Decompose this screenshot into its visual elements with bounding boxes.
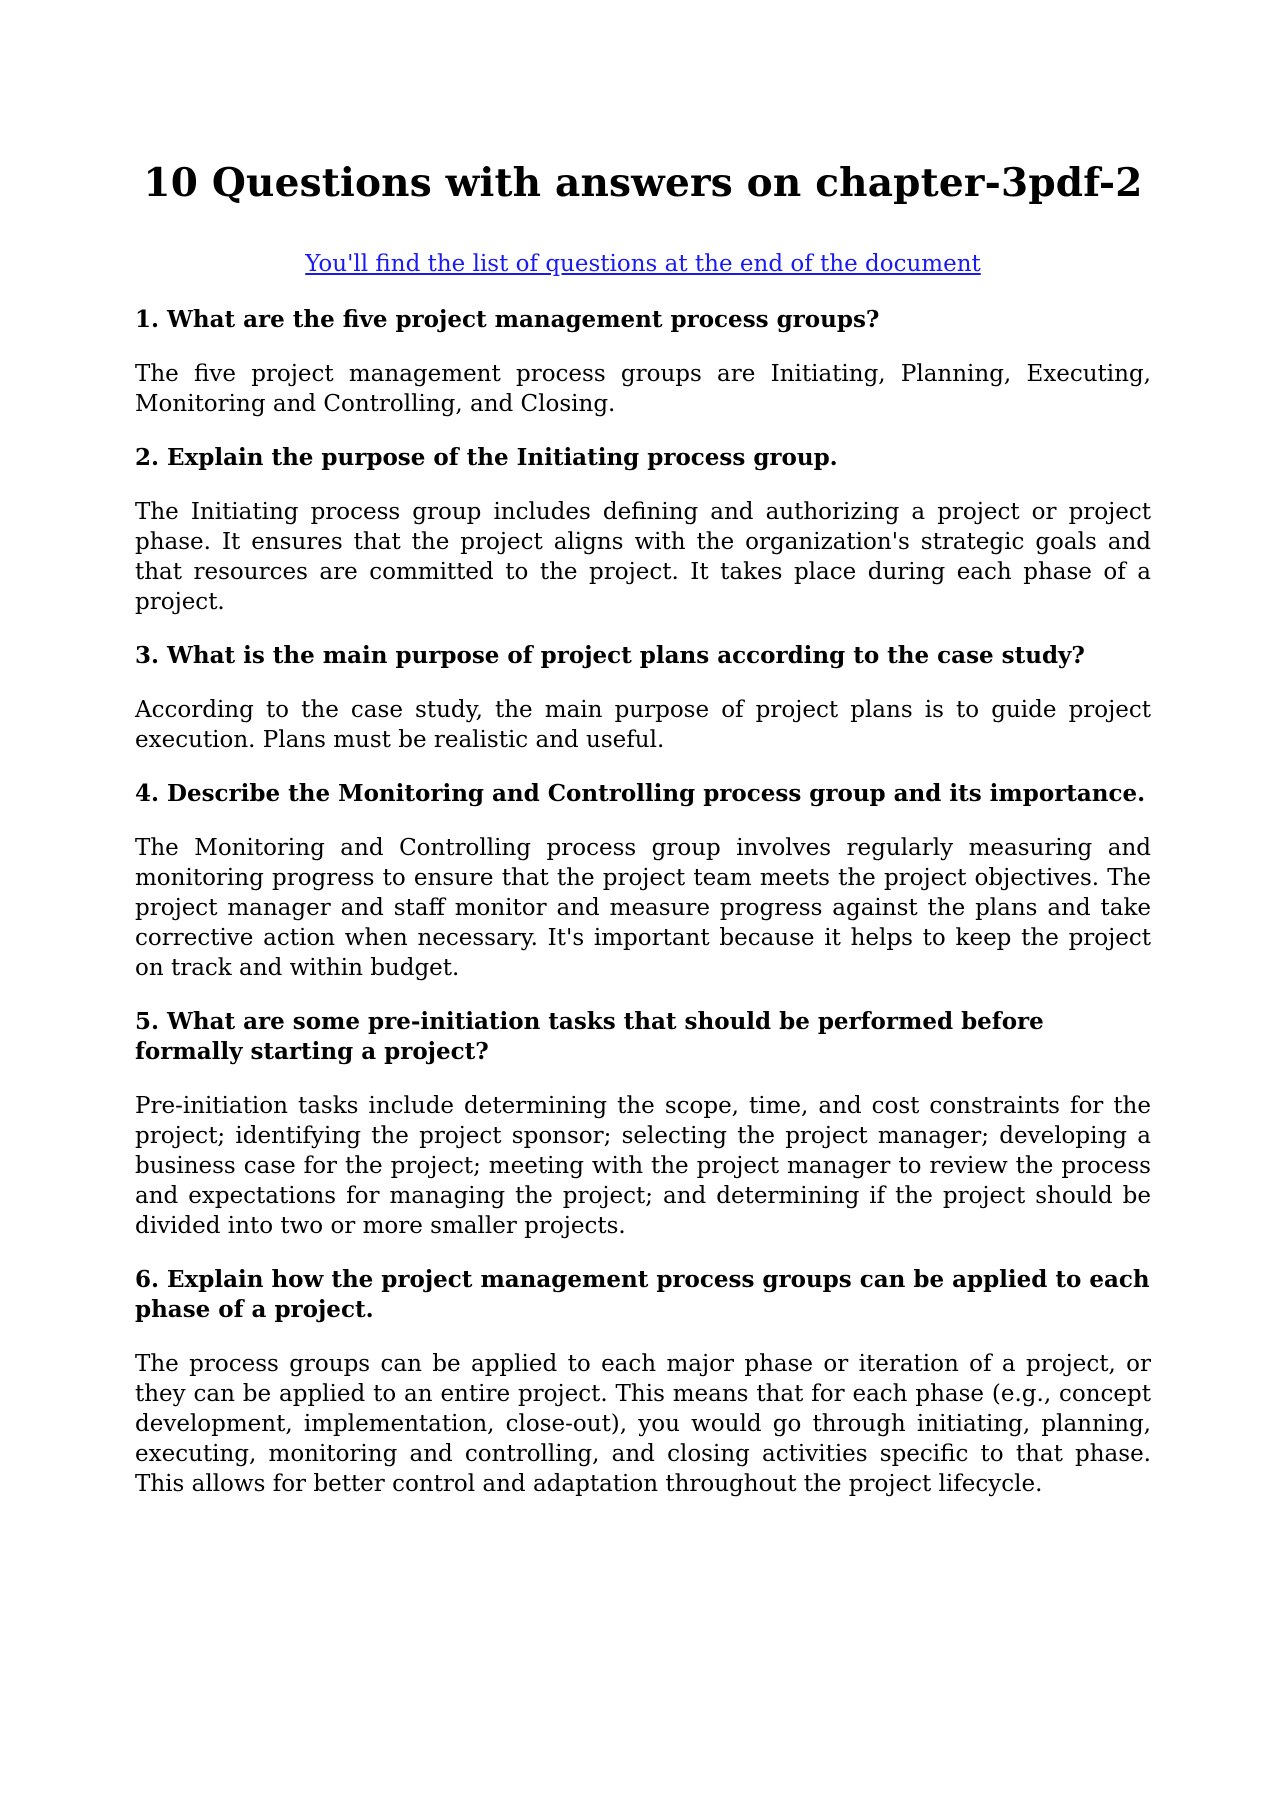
answer-6: The process groups can be applied to each major phase or iteration of a project, or they can be applied to an entire project. This means that for each phase (e.g., concept development, implementation, close-out), you would go through initiating, planning, executing, monitoring and controlling, and closing activities specific to that phase. This allows for better control and adaptation throughout the project lifecycle. xyxy=(135,1351,1151,1497)
document-page xyxy=(135,160,1151,1499)
question-4: 4. Describe the Monitoring and Controlling process group and its importance. xyxy=(135,780,1146,807)
question-3: 3. What is the main purpose of project plans according to the case study? xyxy=(135,642,1085,669)
question-2: 2. Explain the purpose of the Initiating process group. xyxy=(135,444,838,471)
question-5: 5. What are some pre-initiation tasks that should be performed before formally starting a project? xyxy=(135,1008,1044,1065)
question-1: 1. What are the five project management process groups? xyxy=(135,306,880,333)
answer-4: The Monitoring and Controlling process group involves regularly measuring and monitoring progress to ensure that the project team meets the project objectives. The project manager and staff monitor and measure progress against the plans and take corrective action when necessary. It's important because it helps to keep the project on track and within budget. xyxy=(135,835,1151,981)
page-title: 10 Questions with answers on chapter-3pdf-2 xyxy=(143,160,1143,206)
answer-3: According to the case study, the main purpose of project plans is to guide project execution. Plans must be realistic and useful. xyxy=(135,697,1151,753)
answer-5: Pre-initiation tasks include determining the scope, time, and cost constraints for the project; identifying the project sponsor; selecting the project manager; developing a business case for the project; meeting with the project manager to review the process and expectations for managing the project; and determining if the project should be divided into two or more smaller projects. xyxy=(135,1093,1151,1239)
answer-1: The five project management process groups are Initiating, Planning, Executing, Monitoring and Controlling, and Closing. xyxy=(135,361,1151,417)
question-6: 6. Explain how the project management process groups can be applied to each phase of a project. xyxy=(135,1266,1150,1323)
questions-list-link[interactable]: You'll find the list of questions at the end of the document xyxy=(305,251,981,277)
qa-section xyxy=(135,305,1151,1499)
answer-2: The Initiating process group includes defining and authorizing a project or project phase. It ensures that the project aligns with the organization's strategic goals and that resources are committed to the project. It takes place during each phase of a project. xyxy=(135,499,1151,615)
